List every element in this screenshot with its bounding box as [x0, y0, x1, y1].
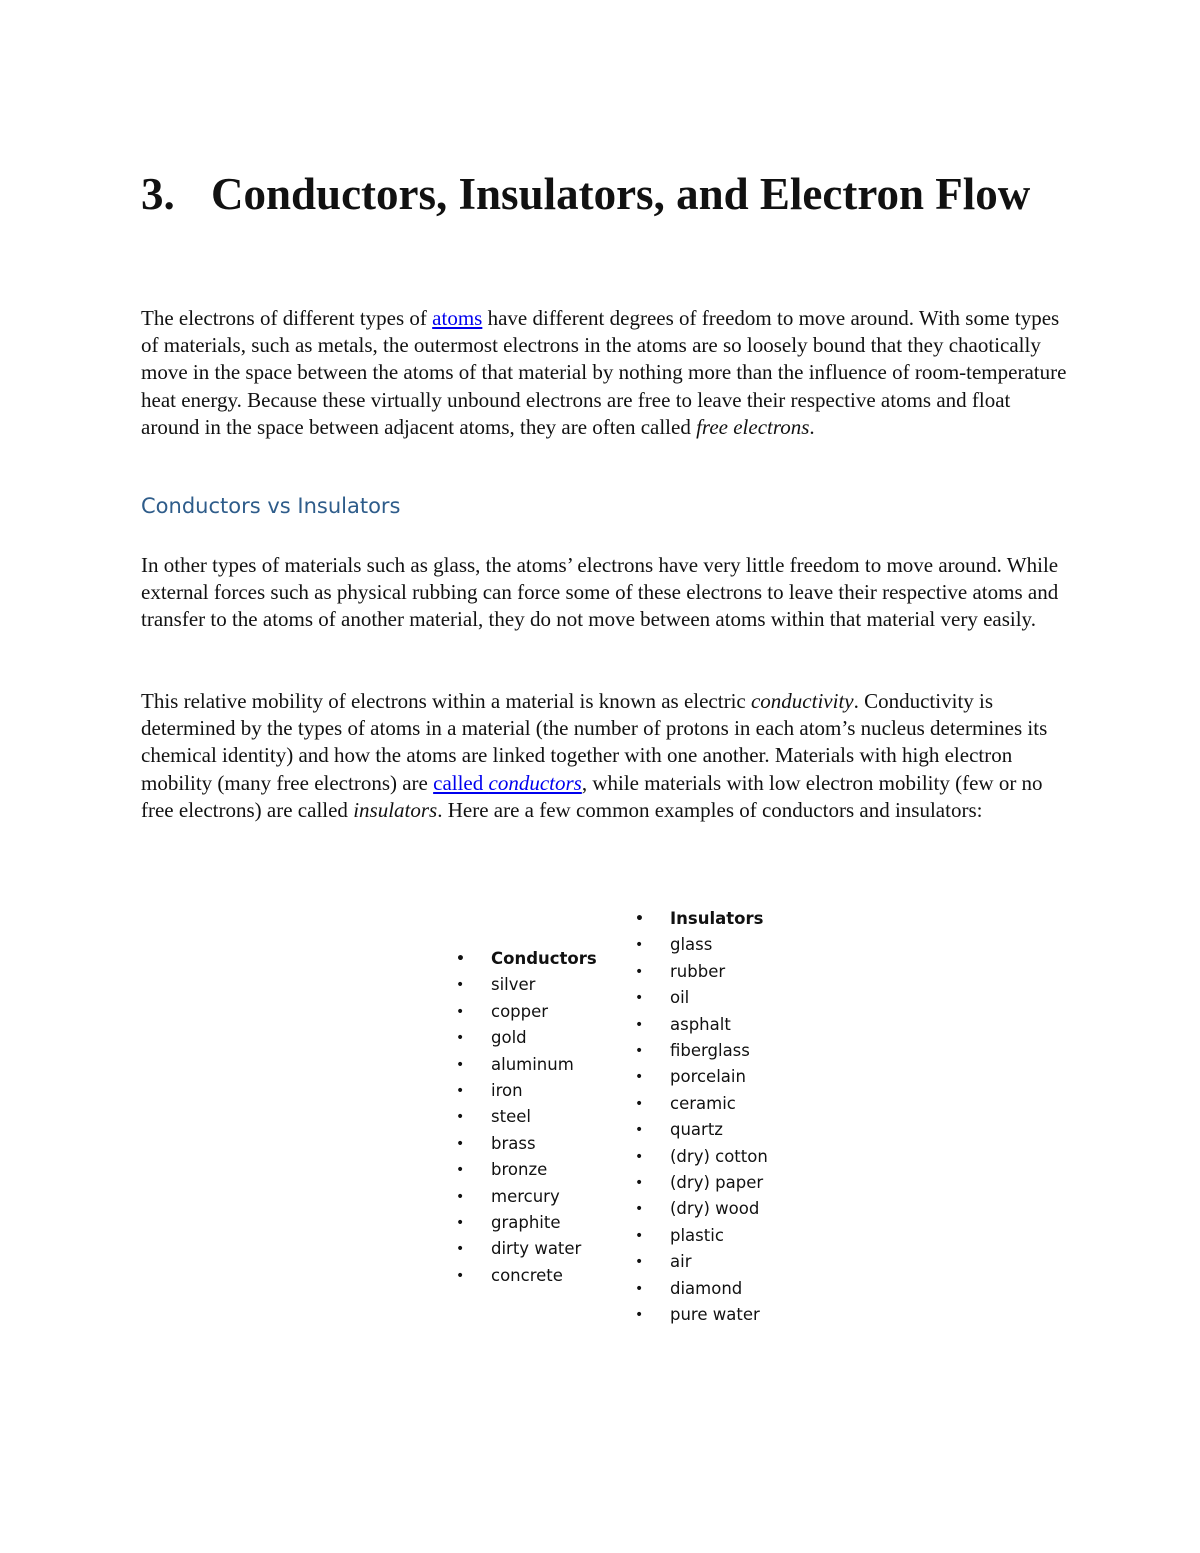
- bullet-icon: •: [456, 951, 465, 967]
- insulators-list: [635, 906, 768, 1329]
- title-number: 3.: [141, 169, 175, 219]
- list-item-label: air: [670, 1252, 692, 1272]
- list-item-label: graphite: [491, 1213, 561, 1233]
- list-heading: [635, 906, 768, 932]
- insulators-paragraph: In other types of materials such as glass, the atoms’ electrons have very little freedom to move around. While external forces such as physical rubbing can force some of these electrons to leave their respective atoms and transfer to the atoms of another material, they do not move between atoms within that material very easily.: [141, 553, 1059, 632]
- list-item: [635, 1117, 768, 1143]
- bullet-icon: •: [456, 1162, 465, 1179]
- bullet-icon: •: [635, 937, 644, 954]
- bullet-icon: •: [635, 1254, 644, 1271]
- list-item-label: dirty water: [491, 1239, 582, 1259]
- list-item-label: diamond: [670, 1278, 743, 1298]
- list-item: [635, 1249, 768, 1275]
- list-item-label: asphalt: [670, 1014, 731, 1034]
- list-item-label: steel: [491, 1107, 531, 1127]
- bullet-icon: •: [456, 1109, 465, 1126]
- bullet-icon: •: [456, 1083, 465, 1100]
- conductors-link-term: conductors: [488, 770, 582, 795]
- list-item: [635, 1038, 768, 1064]
- conductivity-text-3: , while materials with low electron mobility (few or no free electrons) are called: [141, 770, 1043, 822]
- list-item: [635, 1091, 768, 1117]
- bullet-icon: •: [635, 911, 644, 927]
- conductivity-text-1: This relative mobility of electrons within a material is known as electric: [141, 689, 751, 713]
- bullet-icon: •: [635, 1175, 644, 1192]
- list-item-label: silver: [491, 975, 536, 995]
- list-item: [456, 1078, 597, 1104]
- bullet-icon: •: [635, 1043, 644, 1060]
- bullet-icon: •: [635, 1122, 644, 1139]
- list-item-label: fiberglass: [670, 1041, 750, 1061]
- list-item-label: copper: [491, 1001, 549, 1021]
- list-item-label: bronze: [491, 1160, 548, 1180]
- conductivity-text-4: . Here are a few common examples of conductors and insulators:: [437, 797, 983, 822]
- list-item: [456, 1052, 597, 1078]
- list-item-label: brass: [491, 1133, 536, 1153]
- conductors-list: [456, 946, 597, 1289]
- conductivity-text-2: . Conductivity is determined by the types of atoms in a material (the number of protons in each atom’s nucleus determines its chemical identity) and how the atoms are linked together with one another. Materials with high electron mobility (many free electrons) are: [141, 689, 1048, 795]
- atoms-link[interactable]: atoms: [432, 306, 483, 330]
- list-item-label: mercury: [491, 1186, 560, 1206]
- intro-paragraph: [141, 305, 1071, 441]
- bullet-icon: •: [635, 1069, 644, 1086]
- list-item: [456, 999, 597, 1025]
- intro-text-start: The electrons of different types of: [141, 306, 433, 330]
- bullet-icon: •: [456, 1030, 465, 1047]
- list-item-label: quartz: [670, 1120, 723, 1140]
- list-item: [456, 1157, 597, 1183]
- bullet-icon: •: [456, 1267, 465, 1284]
- list-item-label: (dry) wood: [670, 1199, 760, 1219]
- insulators-term: insulators: [353, 797, 438, 822]
- intro-text-end: .: [809, 414, 815, 439]
- list-item: [456, 1263, 597, 1289]
- list-heading: [456, 946, 597, 972]
- bullet-icon: •: [456, 1135, 465, 1152]
- list-item: [635, 959, 768, 985]
- conductors-link[interactable]: [433, 771, 582, 795]
- conductivity-paragraph: [141, 688, 1071, 824]
- list-item: [635, 1012, 768, 1038]
- list-item: [635, 1302, 768, 1328]
- list-item: [635, 1170, 768, 1196]
- list-item: [635, 1196, 768, 1222]
- list-item: [635, 1276, 768, 1302]
- bullet-icon: •: [456, 1241, 465, 1258]
- list-item-label: (dry) cotton: [670, 1146, 768, 1166]
- free-electrons-term: free electrons: [696, 414, 810, 439]
- list-item: [635, 1144, 768, 1170]
- list-item-label: ceramic: [670, 1093, 736, 1113]
- bullet-icon: •: [456, 977, 465, 994]
- list-item: [456, 1131, 597, 1157]
- conductors-link-text: called: [433, 770, 489, 795]
- conductivity-term: conductivity: [750, 689, 854, 713]
- list-item-label: glass: [670, 935, 713, 955]
- list-item: [456, 1210, 597, 1236]
- list-item-label: gold: [491, 1028, 527, 1048]
- list-item: [635, 1223, 768, 1249]
- intro-text-middle: have different degrees of freedom to move around. With some types of materials, such as metals, the outermost electrons in the atoms are so loosely bound that they chaotically move in the space between the atoms of that material by nothing more than the influence of room-temperature heat energy. Because these virtually unbound electrons are free to leave their respective atoms and float around in the space between adjacent atoms, they are often called: [141, 306, 1067, 439]
- list-item-label: concrete: [491, 1265, 563, 1285]
- list-heading-label: Conductors: [491, 949, 597, 968]
- bullet-icon: •: [456, 1188, 465, 1205]
- bullet-icon: •: [635, 1280, 644, 1297]
- list-item-label: aluminum: [491, 1054, 574, 1074]
- bullet-icon: •: [635, 1227, 644, 1244]
- list-item-label: plastic: [670, 1225, 724, 1245]
- list-item-label: oil: [670, 988, 690, 1008]
- bullet-icon: •: [635, 1201, 644, 1218]
- list-heading-label: Insulators: [670, 909, 764, 928]
- bullet-icon: •: [456, 1056, 465, 1073]
- list-item: [456, 1236, 597, 1262]
- list-item-label: iron: [491, 1081, 523, 1101]
- bullet-icon: •: [635, 1307, 644, 1324]
- list-item: [635, 932, 768, 958]
- bullet-icon: •: [456, 1003, 465, 1020]
- list-item: [456, 1025, 597, 1051]
- bullet-icon: •: [635, 990, 644, 1007]
- list-item-label: rubber: [670, 961, 726, 981]
- list-item: [456, 972, 597, 998]
- bullet-icon: •: [635, 963, 644, 980]
- bullet-icon: •: [635, 1095, 644, 1112]
- section-heading: Conductors vs Insulators: [141, 494, 401, 518]
- bullet-icon: •: [456, 1215, 465, 1232]
- list-item-label: (dry) paper: [670, 1173, 764, 1193]
- bullet-icon: •: [635, 1016, 644, 1033]
- page-title: [141, 166, 1041, 223]
- title-text: Conductors, Insulators, and Electron Flow: [211, 169, 1031, 219]
- list-item: [635, 1064, 768, 1090]
- list-item: [635, 985, 768, 1011]
- bullet-icon: •: [635, 1148, 644, 1165]
- list-item-label: porcelain: [670, 1067, 746, 1087]
- list-item-label: pure water: [670, 1305, 760, 1325]
- list-item: [456, 1104, 597, 1130]
- list-item: [456, 1184, 597, 1210]
